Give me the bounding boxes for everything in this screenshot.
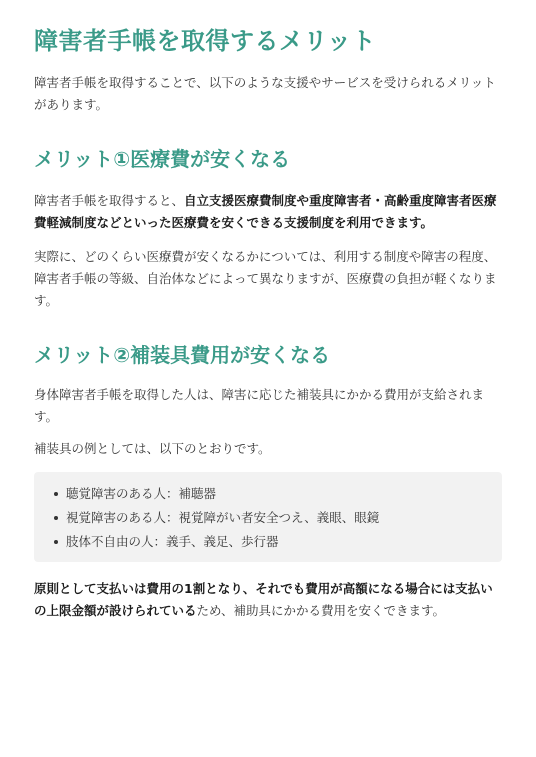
page-title: 障害者手帳を取得するメリット [34, 27, 377, 55]
medical-cost-bold-text: 自立支援医療費制度や重度障害者・高齢重度障害者医療費軽減制度などといった医療費を安くできる支援制度を利用できます。 [34, 193, 497, 230]
medical-cost-paragraph-1 [34, 190, 502, 234]
list-item: 聴覚障害のある人：補聴器 [66, 482, 490, 506]
assistive-device-paragraph-1: 身体障害者手帳を取得した人は、障害に応じた補装具にかかる費用が支給されます。 [34, 387, 485, 424]
section-heading-medical-cost: メリット①医療費が安くなる [34, 147, 291, 171]
assistive-device-paragraph-3 [34, 578, 502, 622]
assistive-device-trailing-text: ため、補助具にかかる費用を安くできます。 [196, 603, 446, 618]
section-heading-assistive-device-cost: メリット②補装具費用が安くなる [34, 343, 331, 367]
list-item: 視覚障害のある人：視覚障がい者安全つえ、義眼、眼鏡 [66, 506, 490, 530]
assistive-device-bold-text: 原則として支払いは費用の1割となり、それでも費用が高額になる場合には支払いの上限金額が設けられている [34, 581, 493, 618]
medical-cost-lead-text: 障害者手帳を取得すると、 [34, 193, 185, 208]
assistive-device-examples-box [34, 472, 502, 562]
assistive-device-paragraph-2: 補装具の例としては、以下のとおりです。 [34, 441, 271, 456]
intro-paragraph: 障害者手帳を取得することで、以下のような支援やサービスを受けられるメリットがあります。 [34, 75, 496, 112]
list-item: 肢体不自由の人：義手、義足、歩行器 [66, 530, 490, 554]
assistive-device-examples-list [46, 482, 490, 554]
medical-cost-paragraph-2: 実際に、どのくらい医療費が安くなるかについては、利用する制度や障害の程度、障害者手帳の等級、自治体などによって異なりますが、医療費の負担が軽くなります。 [34, 249, 497, 308]
